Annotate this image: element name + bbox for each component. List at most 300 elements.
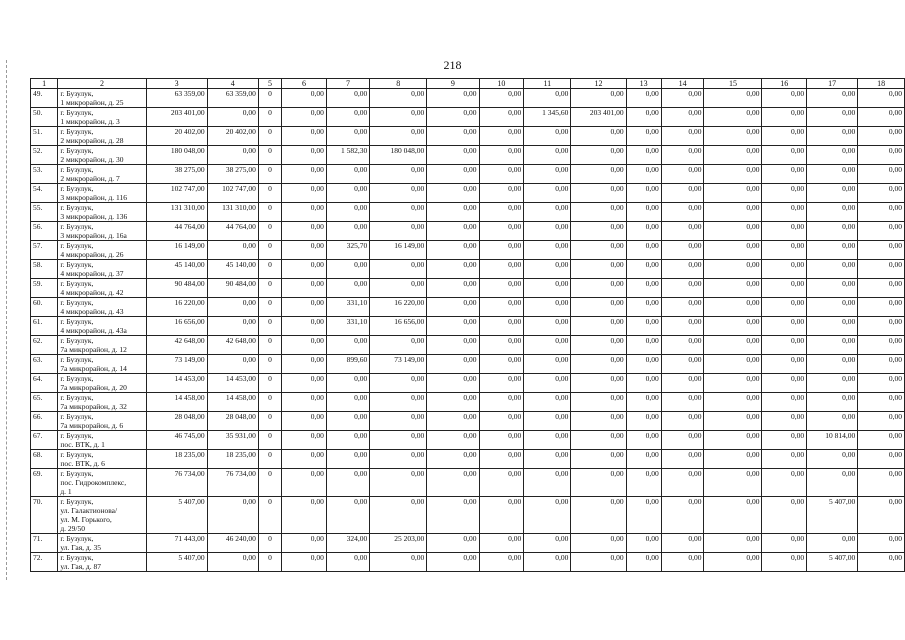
row-number-cell: 50. [31, 108, 58, 127]
value-cell: 0,00 [326, 184, 369, 203]
value-cell: 0,00 [661, 450, 704, 469]
value-cell: 0,00 [762, 241, 807, 260]
value-cell: 0,00 [427, 298, 479, 317]
value-cell: 0,00 [282, 374, 327, 393]
column-header: 17 [807, 79, 858, 89]
value-cell: 0,00 [571, 450, 626, 469]
value-cell: 0,00 [661, 374, 704, 393]
value-cell: 0,00 [571, 146, 626, 165]
value-cell: 131 310,00 [207, 203, 258, 222]
value-cell: 0,00 [282, 355, 327, 374]
column-header: 14 [661, 79, 704, 89]
value-cell: 0,00 [704, 146, 762, 165]
value-cell: 0,00 [858, 374, 905, 393]
value-cell: 0,00 [427, 89, 479, 108]
value-cell: 0,00 [762, 184, 807, 203]
value-cell: 0,00 [807, 412, 858, 431]
row-number-cell: 71. [31, 534, 58, 553]
value-cell: 0,00 [704, 317, 762, 336]
value-cell: 45 140,00 [146, 260, 207, 279]
value-cell: 5 407,00 [146, 497, 207, 534]
value-cell: 5 407,00 [807, 553, 858, 572]
value-cell: 0,00 [762, 393, 807, 412]
value-cell: 0,00 [479, 412, 524, 431]
value-cell: 0,00 [326, 450, 369, 469]
row-number-cell: 53. [31, 165, 58, 184]
value-cell: 0,00 [858, 146, 905, 165]
value-cell: 0,00 [427, 127, 479, 146]
value-cell: 0,00 [571, 241, 626, 260]
value-cell: 0,00 [661, 393, 704, 412]
row-number-cell: 56. [31, 222, 58, 241]
table-row [31, 336, 905, 355]
value-cell: 0,00 [704, 222, 762, 241]
value-cell: 0,00 [571, 497, 626, 534]
value-cell: 0,00 [704, 336, 762, 355]
value-cell: 0,00 [524, 317, 571, 336]
value-cell: 0,00 [807, 260, 858, 279]
value-cell: 180 048,00 [146, 146, 207, 165]
table-row [31, 374, 905, 393]
value-cell: 0,00 [479, 184, 524, 203]
value-cell: 0,00 [704, 534, 762, 553]
value-cell: 0,00 [571, 89, 626, 108]
value-cell: 0,00 [858, 450, 905, 469]
value-cell: 0,00 [479, 393, 524, 412]
value-cell: 0,00 [571, 279, 626, 298]
value-cell: 0,00 [858, 553, 905, 572]
value-cell: 0 [258, 317, 281, 336]
value-cell: 0,00 [661, 317, 704, 336]
value-cell: 0,00 [571, 355, 626, 374]
value-cell: 0 [258, 553, 281, 572]
value-cell: 0,00 [326, 431, 369, 450]
value-cell: 0,00 [626, 241, 661, 260]
value-cell: 331,10 [326, 298, 369, 317]
value-cell: 0,00 [762, 553, 807, 572]
value-cell: 0,00 [858, 165, 905, 184]
value-cell: 0,00 [427, 534, 479, 553]
value-cell: 0,00 [626, 450, 661, 469]
value-cell: 0,00 [427, 317, 479, 336]
value-cell: 0 [258, 412, 281, 431]
address-cell: г. Бузулук, 7а микрорайон, д. 6 [58, 412, 146, 431]
value-cell: 0,00 [571, 393, 626, 412]
value-cell: 0,00 [704, 298, 762, 317]
value-cell: 0,00 [704, 108, 762, 127]
value-cell: 0,00 [858, 184, 905, 203]
value-cell: 0,00 [626, 146, 661, 165]
value-cell: 0,00 [807, 469, 858, 497]
value-cell: 0,00 [524, 279, 571, 298]
value-cell: 0,00 [207, 497, 258, 534]
value-cell: 0 [258, 146, 281, 165]
value-cell: 0,00 [427, 336, 479, 355]
value-cell: 44 764,00 [207, 222, 258, 241]
value-cell: 0,00 [524, 184, 571, 203]
value-cell: 0,00 [858, 241, 905, 260]
address-cell: г. Бузулук, пос. ВТК, д. 1 [58, 431, 146, 450]
value-cell: 0,00 [858, 108, 905, 127]
value-cell: 0,00 [370, 89, 427, 108]
table-row [31, 203, 905, 222]
value-cell: 0,00 [479, 298, 524, 317]
table-row [31, 553, 905, 572]
value-cell: 0,00 [427, 497, 479, 534]
value-cell: 1 582,30 [326, 146, 369, 165]
value-cell: 0,00 [524, 146, 571, 165]
value-cell: 0,00 [704, 469, 762, 497]
row-number-cell: 64. [31, 374, 58, 393]
column-header: 11 [524, 79, 571, 89]
value-cell: 0,00 [427, 184, 479, 203]
value-cell: 0,00 [762, 336, 807, 355]
value-cell: 0 [258, 89, 281, 108]
value-cell: 0,00 [704, 203, 762, 222]
value-cell: 0 [258, 469, 281, 497]
value-cell: 0,00 [858, 298, 905, 317]
value-cell: 0,00 [479, 336, 524, 355]
value-cell: 0,00 [427, 450, 479, 469]
value-cell: 0,00 [370, 336, 427, 355]
value-cell: 0,00 [762, 412, 807, 431]
value-cell: 0,00 [370, 127, 427, 146]
value-cell: 0,00 [427, 260, 479, 279]
value-cell: 42 648,00 [207, 336, 258, 355]
value-cell: 0,00 [326, 469, 369, 497]
value-cell: 0,00 [326, 336, 369, 355]
address-cell: г. Бузулук, 2 микрорайон, д. 30 [58, 146, 146, 165]
table-row [31, 317, 905, 336]
value-cell: 16 220,00 [146, 298, 207, 317]
value-cell: 0 [258, 203, 281, 222]
value-cell: 0,00 [626, 412, 661, 431]
address-cell: г. Бузулук, ул. Галактионова/ ул. М. Горького, д. 29/50 [58, 497, 146, 534]
column-header: 6 [282, 79, 327, 89]
scan-edge-marks [6, 60, 9, 580]
value-cell: 0,00 [626, 317, 661, 336]
value-cell: 0,00 [326, 279, 369, 298]
table-row [31, 108, 905, 127]
value-cell: 0,00 [807, 317, 858, 336]
value-cell: 0,00 [524, 355, 571, 374]
table-header-row [31, 79, 905, 89]
value-cell: 63 359,00 [146, 89, 207, 108]
value-cell: 0,00 [282, 146, 327, 165]
row-number-cell: 59. [31, 279, 58, 298]
value-cell: 0,00 [807, 279, 858, 298]
value-cell: 0,00 [282, 127, 327, 146]
address-cell: г. Бузулук, ул. Гая, д. 87 [58, 553, 146, 572]
value-cell: 0,00 [282, 393, 327, 412]
value-cell: 0,00 [571, 165, 626, 184]
value-cell: 0,00 [370, 165, 427, 184]
value-cell: 46 240,00 [207, 534, 258, 553]
value-cell: 0,00 [282, 184, 327, 203]
value-cell: 0,00 [661, 127, 704, 146]
value-cell: 0,00 [427, 222, 479, 241]
value-cell: 331,10 [326, 317, 369, 336]
value-cell: 0,00 [807, 203, 858, 222]
value-cell: 0,00 [479, 279, 524, 298]
value-cell: 0,00 [370, 412, 427, 431]
value-cell: 0,00 [858, 127, 905, 146]
value-cell: 0,00 [626, 279, 661, 298]
value-cell: 0,00 [807, 374, 858, 393]
table-row [31, 355, 905, 374]
value-cell: 203 401,00 [571, 108, 626, 127]
value-cell: 203 401,00 [146, 108, 207, 127]
value-cell: 0,00 [326, 89, 369, 108]
value-cell: 0,00 [661, 298, 704, 317]
value-cell: 0,00 [524, 127, 571, 146]
value-cell: 0,00 [326, 203, 369, 222]
value-cell: 0,00 [626, 374, 661, 393]
row-number-cell: 65. [31, 393, 58, 412]
value-cell: 0,00 [282, 317, 327, 336]
value-cell: 0,00 [762, 203, 807, 222]
value-cell: 63 359,00 [207, 89, 258, 108]
value-cell: 46 745,00 [146, 431, 207, 450]
value-cell: 28 048,00 [207, 412, 258, 431]
value-cell: 0,00 [326, 393, 369, 412]
value-cell: 0,00 [807, 184, 858, 203]
value-cell: 0,00 [626, 431, 661, 450]
value-cell: 0 [258, 127, 281, 146]
address-cell: г. Бузулук, 7а микрорайон, д. 14 [58, 355, 146, 374]
value-cell: 0,00 [704, 279, 762, 298]
value-cell: 0,00 [479, 497, 524, 534]
address-cell: г. Бузулук, 2 микрорайон, д. 28 [58, 127, 146, 146]
value-cell: 0,00 [858, 336, 905, 355]
value-cell: 0,00 [524, 393, 571, 412]
value-cell: 0,00 [427, 374, 479, 393]
table-row [31, 431, 905, 450]
value-cell: 0,00 [661, 355, 704, 374]
table-row [31, 89, 905, 108]
value-cell: 0,00 [524, 450, 571, 469]
value-cell: 0,00 [661, 336, 704, 355]
value-cell: 0,00 [479, 317, 524, 336]
table-row [31, 497, 905, 534]
value-cell: 0,00 [524, 412, 571, 431]
value-cell: 0,00 [571, 553, 626, 572]
value-cell: 0,00 [626, 203, 661, 222]
value-cell: 0,00 [571, 431, 626, 450]
value-cell: 0,00 [282, 412, 327, 431]
value-cell: 0,00 [524, 497, 571, 534]
value-cell: 0,00 [704, 355, 762, 374]
value-cell: 0 [258, 241, 281, 260]
value-cell: 324,00 [326, 534, 369, 553]
value-cell: 0,00 [524, 165, 571, 184]
value-cell: 0 [258, 165, 281, 184]
value-cell: 0,00 [704, 89, 762, 108]
value-cell: 0,00 [524, 336, 571, 355]
value-cell: 0,00 [626, 222, 661, 241]
value-cell: 0,00 [427, 146, 479, 165]
value-cell: 0,00 [370, 450, 427, 469]
value-cell: 0,00 [762, 374, 807, 393]
value-cell: 0,00 [762, 279, 807, 298]
table-row [31, 241, 905, 260]
value-cell: 0,00 [370, 203, 427, 222]
page-number: 218 [443, 58, 462, 72]
column-header: 4 [207, 79, 258, 89]
value-cell: 0,00 [524, 298, 571, 317]
value-cell: 0,00 [326, 108, 369, 127]
table-body [31, 79, 905, 572]
value-cell: 0,00 [524, 241, 571, 260]
value-cell: 0,00 [807, 298, 858, 317]
value-cell: 0,00 [704, 450, 762, 469]
value-cell: 90 484,00 [207, 279, 258, 298]
value-cell: 0,00 [704, 260, 762, 279]
value-cell: 0,00 [370, 279, 427, 298]
value-cell: 0,00 [282, 450, 327, 469]
value-cell: 0,00 [858, 89, 905, 108]
value-cell: 0,00 [704, 241, 762, 260]
value-cell: 0,00 [571, 127, 626, 146]
value-cell: 0,00 [661, 469, 704, 497]
column-header: 1 [31, 79, 58, 89]
value-cell: 0,00 [282, 431, 327, 450]
value-cell: 0,00 [207, 241, 258, 260]
column-header: 2 [58, 79, 146, 89]
value-cell: 0,00 [762, 355, 807, 374]
row-number-cell: 66. [31, 412, 58, 431]
value-cell: 325,70 [326, 241, 369, 260]
value-cell: 0,00 [427, 393, 479, 412]
value-cell: 76 734,00 [207, 469, 258, 497]
value-cell: 0,00 [807, 241, 858, 260]
table-row [31, 393, 905, 412]
value-cell: 10 814,00 [807, 431, 858, 450]
value-cell: 0,00 [427, 203, 479, 222]
value-cell: 0,00 [858, 393, 905, 412]
address-cell: г. Бузулук, 7а микрорайон, д. 32 [58, 393, 146, 412]
value-cell: 0,00 [479, 108, 524, 127]
value-cell: 25 203,00 [370, 534, 427, 553]
value-cell: 0,00 [479, 146, 524, 165]
value-cell: 0 [258, 431, 281, 450]
value-cell: 38 275,00 [146, 165, 207, 184]
value-cell: 0,00 [626, 534, 661, 553]
value-cell: 0,00 [807, 336, 858, 355]
table-row [31, 450, 905, 469]
value-cell: 0,00 [626, 298, 661, 317]
table-row [31, 279, 905, 298]
value-cell: 0,00 [282, 497, 327, 534]
address-cell: г. Бузулук, 7а микрорайон, д. 12 [58, 336, 146, 355]
value-cell: 0,00 [326, 497, 369, 534]
value-cell: 899,60 [326, 355, 369, 374]
value-cell: 0,00 [571, 374, 626, 393]
value-cell: 0 [258, 355, 281, 374]
value-cell: 0 [258, 450, 281, 469]
row-number-cell: 68. [31, 450, 58, 469]
value-cell: 0,00 [427, 165, 479, 184]
value-cell: 20 402,00 [207, 127, 258, 146]
value-cell: 0,00 [370, 222, 427, 241]
value-cell: 0,00 [661, 89, 704, 108]
value-cell: 0,00 [282, 279, 327, 298]
value-cell: 0,00 [370, 431, 427, 450]
value-cell: 0,00 [661, 241, 704, 260]
value-cell: 0,00 [626, 355, 661, 374]
column-header: 9 [427, 79, 479, 89]
row-number-cell: 52. [31, 146, 58, 165]
value-cell: 0,00 [326, 553, 369, 572]
value-cell: 0,00 [704, 184, 762, 203]
value-cell: 0,00 [207, 553, 258, 572]
value-cell: 0,00 [282, 241, 327, 260]
value-cell: 0,00 [762, 497, 807, 534]
address-cell: г. Бузулук, пос. Гидрокомплекс, д. 1 [58, 469, 146, 497]
value-cell: 0,00 [626, 336, 661, 355]
table-row [31, 260, 905, 279]
value-cell: 0,00 [626, 127, 661, 146]
table-row [31, 127, 905, 146]
value-cell: 0,00 [626, 89, 661, 108]
address-cell: г. Бузулук, 4 микрорайон, д. 37 [58, 260, 146, 279]
value-cell: 180 048,00 [370, 146, 427, 165]
value-cell: 16 149,00 [370, 241, 427, 260]
row-number-cell: 51. [31, 127, 58, 146]
value-cell: 0,00 [326, 222, 369, 241]
value-cell: 0,00 [807, 108, 858, 127]
column-header: 13 [626, 79, 661, 89]
value-cell: 18 235,00 [146, 450, 207, 469]
value-cell: 0,00 [479, 374, 524, 393]
row-number-cell: 69. [31, 469, 58, 497]
value-cell: 14 458,00 [146, 393, 207, 412]
value-cell: 0,00 [479, 89, 524, 108]
value-cell: 0,00 [858, 279, 905, 298]
value-cell: 0,00 [479, 222, 524, 241]
value-cell: 102 747,00 [146, 184, 207, 203]
row-number-cell: 67. [31, 431, 58, 450]
value-cell: 0,00 [524, 89, 571, 108]
value-cell: 16 656,00 [146, 317, 207, 336]
address-cell: г. Бузулук, 2 микрорайон, д. 7 [58, 165, 146, 184]
value-cell: 0,00 [282, 260, 327, 279]
value-cell: 0,00 [370, 184, 427, 203]
column-header: 12 [571, 79, 626, 89]
value-cell: 0,00 [427, 431, 479, 450]
row-number-cell: 54. [31, 184, 58, 203]
value-cell: 0,00 [524, 374, 571, 393]
value-cell: 0,00 [282, 165, 327, 184]
value-cell: 0,00 [661, 222, 704, 241]
value-cell: 20 402,00 [146, 127, 207, 146]
table-row [31, 165, 905, 184]
value-cell: 0,00 [282, 298, 327, 317]
value-cell: 0,00 [704, 393, 762, 412]
value-cell: 0 [258, 336, 281, 355]
address-cell: г. Бузулук, 4 микрорайон, д. 43 [58, 298, 146, 317]
row-number-cell: 63. [31, 355, 58, 374]
table-row [31, 146, 905, 165]
value-cell: 0,00 [762, 298, 807, 317]
value-cell: 0,00 [762, 260, 807, 279]
value-cell: 0,00 [524, 553, 571, 572]
value-cell: 0,00 [571, 298, 626, 317]
table-row [31, 184, 905, 203]
value-cell: 0,00 [858, 469, 905, 497]
value-cell: 0,00 [661, 165, 704, 184]
value-cell: 0,00 [207, 317, 258, 336]
